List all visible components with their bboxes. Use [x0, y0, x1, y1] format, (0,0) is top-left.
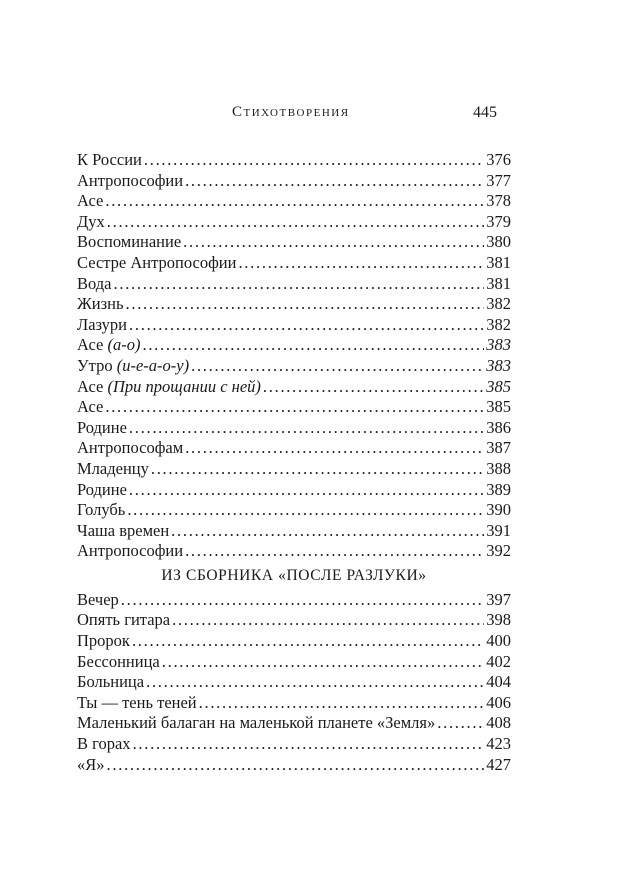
leader-dots: [129, 418, 484, 439]
toc-entry: [77, 610, 511, 631]
entry-page: 381: [486, 252, 511, 272]
entry-title: Дух: [77, 211, 105, 231]
entry-title: Лазури: [77, 314, 128, 334]
toc-entry: [77, 212, 511, 233]
entry-subtitle: (При прощании с ней): [107, 376, 261, 396]
toc-entry: [77, 377, 511, 398]
section-heading: ИЗ СБОРНИКА «ПОСЛЕ РАЗЛУКИ»: [161, 566, 427, 584]
entry-title: Вода: [77, 273, 112, 293]
entry-page: 377: [486, 170, 511, 190]
entry-page: 383: [486, 335, 511, 355]
leader-dots: [114, 274, 485, 295]
leader-dots: [191, 356, 484, 377]
toc-entry: [77, 150, 511, 171]
leader-dots: [185, 171, 484, 192]
toc-entry: [77, 590, 511, 611]
leader-dots: [133, 734, 485, 755]
entry-subtitle: (а-о): [107, 335, 141, 355]
leader-dots: [126, 294, 485, 315]
leader-dots: [107, 212, 484, 233]
entry-title: Чаша времен: [77, 520, 170, 540]
entry-page: 383: [486, 355, 511, 375]
entry-page: 427: [486, 754, 511, 774]
entry-page: 423: [486, 734, 511, 754]
page-number: 445: [473, 104, 497, 121]
leader-dots: [105, 191, 484, 212]
toc-entry: [77, 541, 511, 562]
leader-dots: [146, 672, 484, 693]
entry-page: 390: [486, 500, 511, 520]
leader-dots: [151, 459, 484, 480]
toc-entry: [77, 294, 511, 315]
entry-title: Больница: [77, 672, 145, 692]
toc-entry: [77, 171, 511, 192]
toc-entry: [77, 418, 511, 439]
entry-title-text: Асе: [77, 376, 108, 396]
entry-title-text: Асе: [77, 335, 108, 355]
entry-title: Опять гитара: [77, 610, 171, 630]
entry-page: 386: [486, 417, 511, 437]
toc-entry: [77, 438, 511, 459]
toc-entry: [77, 734, 511, 755]
toc-entry: [77, 356, 511, 377]
entry-page: 387: [486, 438, 511, 458]
leader-dots: [263, 377, 484, 398]
leader-dots: [162, 652, 485, 673]
entry-page: 385: [486, 397, 511, 417]
entry-page: 392: [486, 541, 511, 561]
leader-dots: [142, 335, 484, 356]
table-of-contents: [77, 150, 511, 775]
entry-page: 385: [486, 376, 511, 396]
entry-title: Родине: [77, 479, 127, 499]
entry-page: 376: [486, 150, 511, 169]
toc-entry: [77, 274, 511, 295]
entry-title: Воспоминание: [77, 232, 182, 252]
leader-dots: [107, 755, 485, 776]
toc-entry: [77, 755, 511, 776]
toc-entry: [77, 713, 511, 734]
leader-dots: [121, 590, 484, 611]
toc-entry: [77, 191, 511, 212]
entry-title: Пророк: [77, 631, 130, 651]
toc-entry: [77, 521, 511, 542]
leader-dots: [185, 541, 484, 562]
leader-dots: [129, 480, 484, 501]
entry-page: 389: [486, 479, 511, 499]
entry-page: 402: [486, 651, 511, 671]
entry-page: 378: [486, 191, 511, 211]
toc-entry: [77, 693, 511, 714]
entry-page: 406: [486, 692, 511, 712]
entry-title: Сестре Антропософии: [77, 252, 237, 272]
leader-dots: [171, 521, 484, 542]
entry-title: В горах: [77, 734, 131, 754]
leader-dots: [199, 693, 485, 714]
entry-page: 408: [486, 713, 511, 733]
toc-entry: [77, 500, 511, 521]
entry-title: Жизнь: [77, 294, 124, 314]
entry-title: Антропософам: [77, 438, 184, 458]
leader-dots: [127, 500, 484, 521]
entry-title: Родине: [77, 417, 127, 437]
entry-subtitle: (и-е-а-о-у): [116, 355, 190, 375]
toc-entry: [77, 315, 511, 336]
leader-dots: [238, 253, 484, 274]
entry-title: Бессонница: [77, 651, 160, 671]
toc-entry: [77, 480, 511, 501]
entry-title: Маленький балаган на маленькой планете «Земля»: [77, 713, 436, 733]
entry-page: 388: [486, 458, 511, 478]
entry-page: 400: [486, 631, 511, 651]
entry-title: [77, 377, 261, 398]
entry-title-text: Утро: [77, 355, 117, 375]
toc-entry: [77, 232, 511, 253]
entry-page: 379: [486, 211, 511, 231]
entry-title: Ты — тень теней: [77, 692, 197, 712]
entry-title: Асе: [77, 191, 104, 211]
entry-page: 391: [486, 520, 511, 540]
leader-dots: [105, 397, 484, 418]
entry-title: Антропософии: [77, 170, 184, 190]
leader-dots: [129, 315, 484, 336]
entry-title: К России: [77, 150, 142, 169]
entry-title: [77, 335, 140, 356]
running-title: Стихотворения: [232, 104, 350, 120]
toc-entry: [77, 631, 511, 652]
entry-page: 404: [486, 672, 511, 692]
toc-entry: [77, 652, 511, 673]
leader-dots: [183, 232, 484, 253]
toc-entry: [77, 335, 511, 356]
toc-entry: [77, 672, 511, 693]
leader-dots: [144, 150, 484, 171]
leader-dots: [185, 438, 484, 459]
entry-title: Асе: [77, 397, 104, 417]
leader-dots: [132, 631, 484, 652]
entry-title: Антропософии: [77, 541, 184, 561]
entry-page: 381: [486, 273, 511, 293]
entry-page: 382: [486, 314, 511, 334]
entry-page: 397: [486, 589, 511, 609]
toc-entry: [77, 459, 511, 480]
toc-entry: [77, 397, 511, 418]
entry-title: Вечер: [77, 589, 119, 609]
entry-page: 382: [486, 294, 511, 314]
leader-dots: [437, 713, 484, 734]
entry-title: [77, 356, 189, 377]
entry-title: «Я»: [77, 754, 105, 774]
leader-dots: [172, 610, 484, 631]
entry-page: 398: [486, 610, 511, 630]
entry-title: Голубь: [77, 500, 126, 520]
entry-page: 380: [486, 232, 511, 252]
toc-entry: [77, 253, 511, 274]
entry-title: Младенцу: [77, 458, 149, 478]
